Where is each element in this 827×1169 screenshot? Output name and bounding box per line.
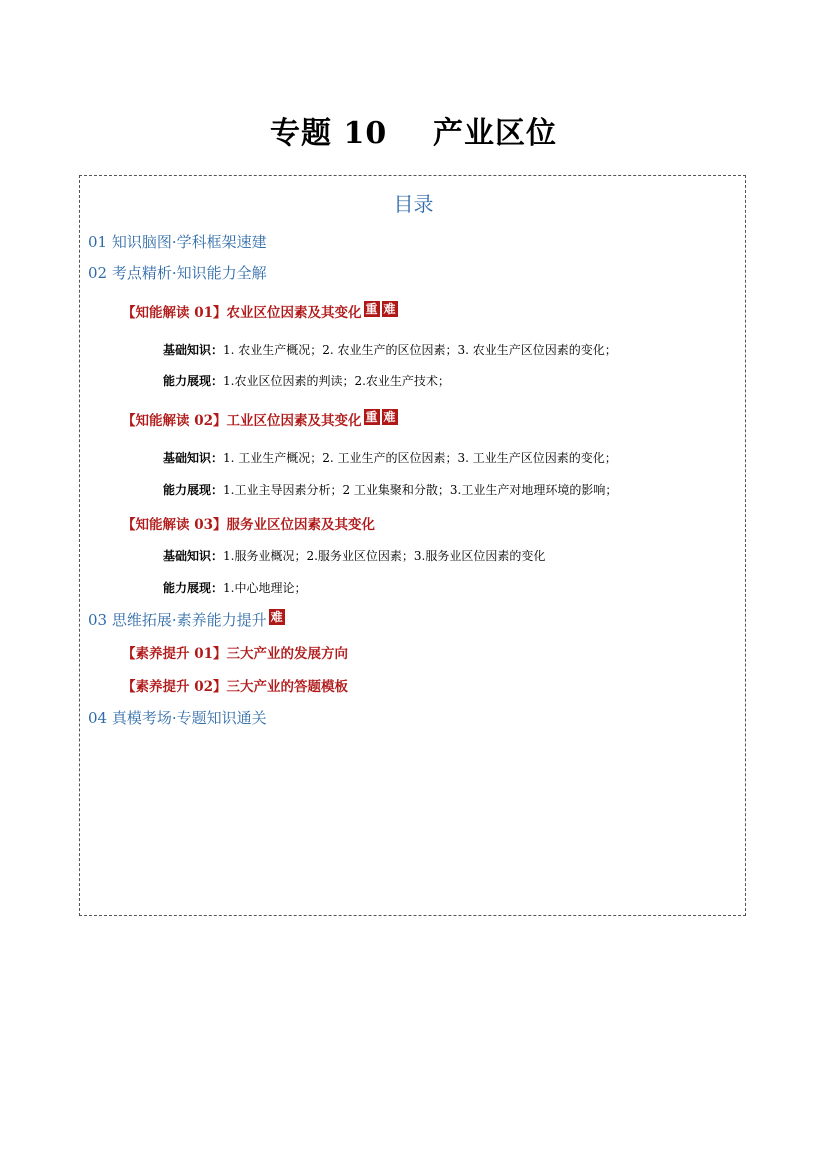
topic-tag: 【素养提升 02】 bbox=[122, 679, 227, 695]
topic-tag: 【素养提升 01】 bbox=[122, 646, 227, 662]
topic-tag: 【知能解读 01】 bbox=[122, 305, 227, 321]
toc-detail-ability bbox=[163, 372, 450, 389]
toc-literacy-direction[interactable] bbox=[122, 642, 348, 662]
difficult-badge: 难 bbox=[383, 302, 396, 316]
toc-section-thinking[interactable] bbox=[88, 609, 285, 630]
detail-key: 能力展现： bbox=[163, 581, 224, 595]
toc-section-key-points[interactable]: 02 考点精析·知识能力全解 bbox=[88, 264, 267, 282]
detail-text: 1.农业区位因素的判读；2.农业生产技术； bbox=[223, 374, 450, 388]
topic-label: 三大产业的答题模板 bbox=[226, 679, 348, 695]
toc-detail-basic bbox=[163, 449, 617, 466]
detail-text: 1. 工业生产概况；2. 工业生产的区位因素；3. 工业生产区位因素的变化； bbox=[223, 451, 617, 465]
section-label: 03 思维拓展·素养能力提升 bbox=[88, 611, 267, 629]
difficult-badge: 难 bbox=[383, 410, 396, 424]
page-title: 专题 10 产业区位 bbox=[270, 116, 557, 151]
topic-tag: 【知能解读 03】 bbox=[122, 517, 227, 533]
toc-topic-agriculture[interactable] bbox=[122, 301, 398, 321]
topic-label: 三大产业的发展方向 bbox=[226, 646, 348, 662]
detail-key: 基础知识： bbox=[163, 549, 224, 563]
detail-text: 1.工业主导因素分析；2 工业集聚和分散；3.工业生产对地理环境的影响； bbox=[223, 483, 618, 497]
topic-label: 工业区位因素及其变化 bbox=[226, 413, 362, 429]
key-badge: 重 bbox=[365, 410, 378, 424]
toc-frame bbox=[79, 175, 746, 916]
detail-text: 1.服务业概况；2.服务业区位因素；3.服务业区位因素的变化 bbox=[223, 549, 546, 563]
toc-detail-ability bbox=[163, 579, 306, 596]
key-badge: 重 bbox=[365, 302, 378, 316]
toc-literacy-template[interactable] bbox=[122, 675, 348, 695]
detail-key: 能力展现： bbox=[163, 374, 224, 388]
detail-key: 能力展现： bbox=[163, 483, 224, 497]
detail-text: 1. 农业生产概况；2. 农业生产的区位因素；3. 农业生产区位因素的变化； bbox=[223, 343, 617, 357]
topic-label: 服务业区位因素及其变化 bbox=[226, 517, 375, 533]
toc-heading: 目录 bbox=[393, 192, 434, 216]
topic-label: 农业区位因素及其变化 bbox=[226, 305, 362, 321]
toc-section-mindmap[interactable]: 01 知识脑图·学科框架速建 bbox=[88, 233, 267, 251]
toc-detail-ability bbox=[163, 481, 617, 498]
toc-detail-basic bbox=[163, 341, 617, 358]
toc-topic-services[interactable] bbox=[122, 513, 375, 533]
detail-key: 基础知识： bbox=[163, 343, 224, 357]
detail-key: 基础知识： bbox=[163, 451, 224, 465]
toc-section-exam[interactable]: 04 真模考场·专题知识通关 bbox=[88, 709, 267, 727]
toc-detail-basic bbox=[163, 547, 545, 564]
toc-topic-industry[interactable] bbox=[122, 409, 398, 429]
difficult-badge: 难 bbox=[270, 610, 283, 624]
topic-tag: 【知能解读 02】 bbox=[122, 413, 227, 429]
detail-text: 1.中心地理论； bbox=[223, 581, 307, 595]
